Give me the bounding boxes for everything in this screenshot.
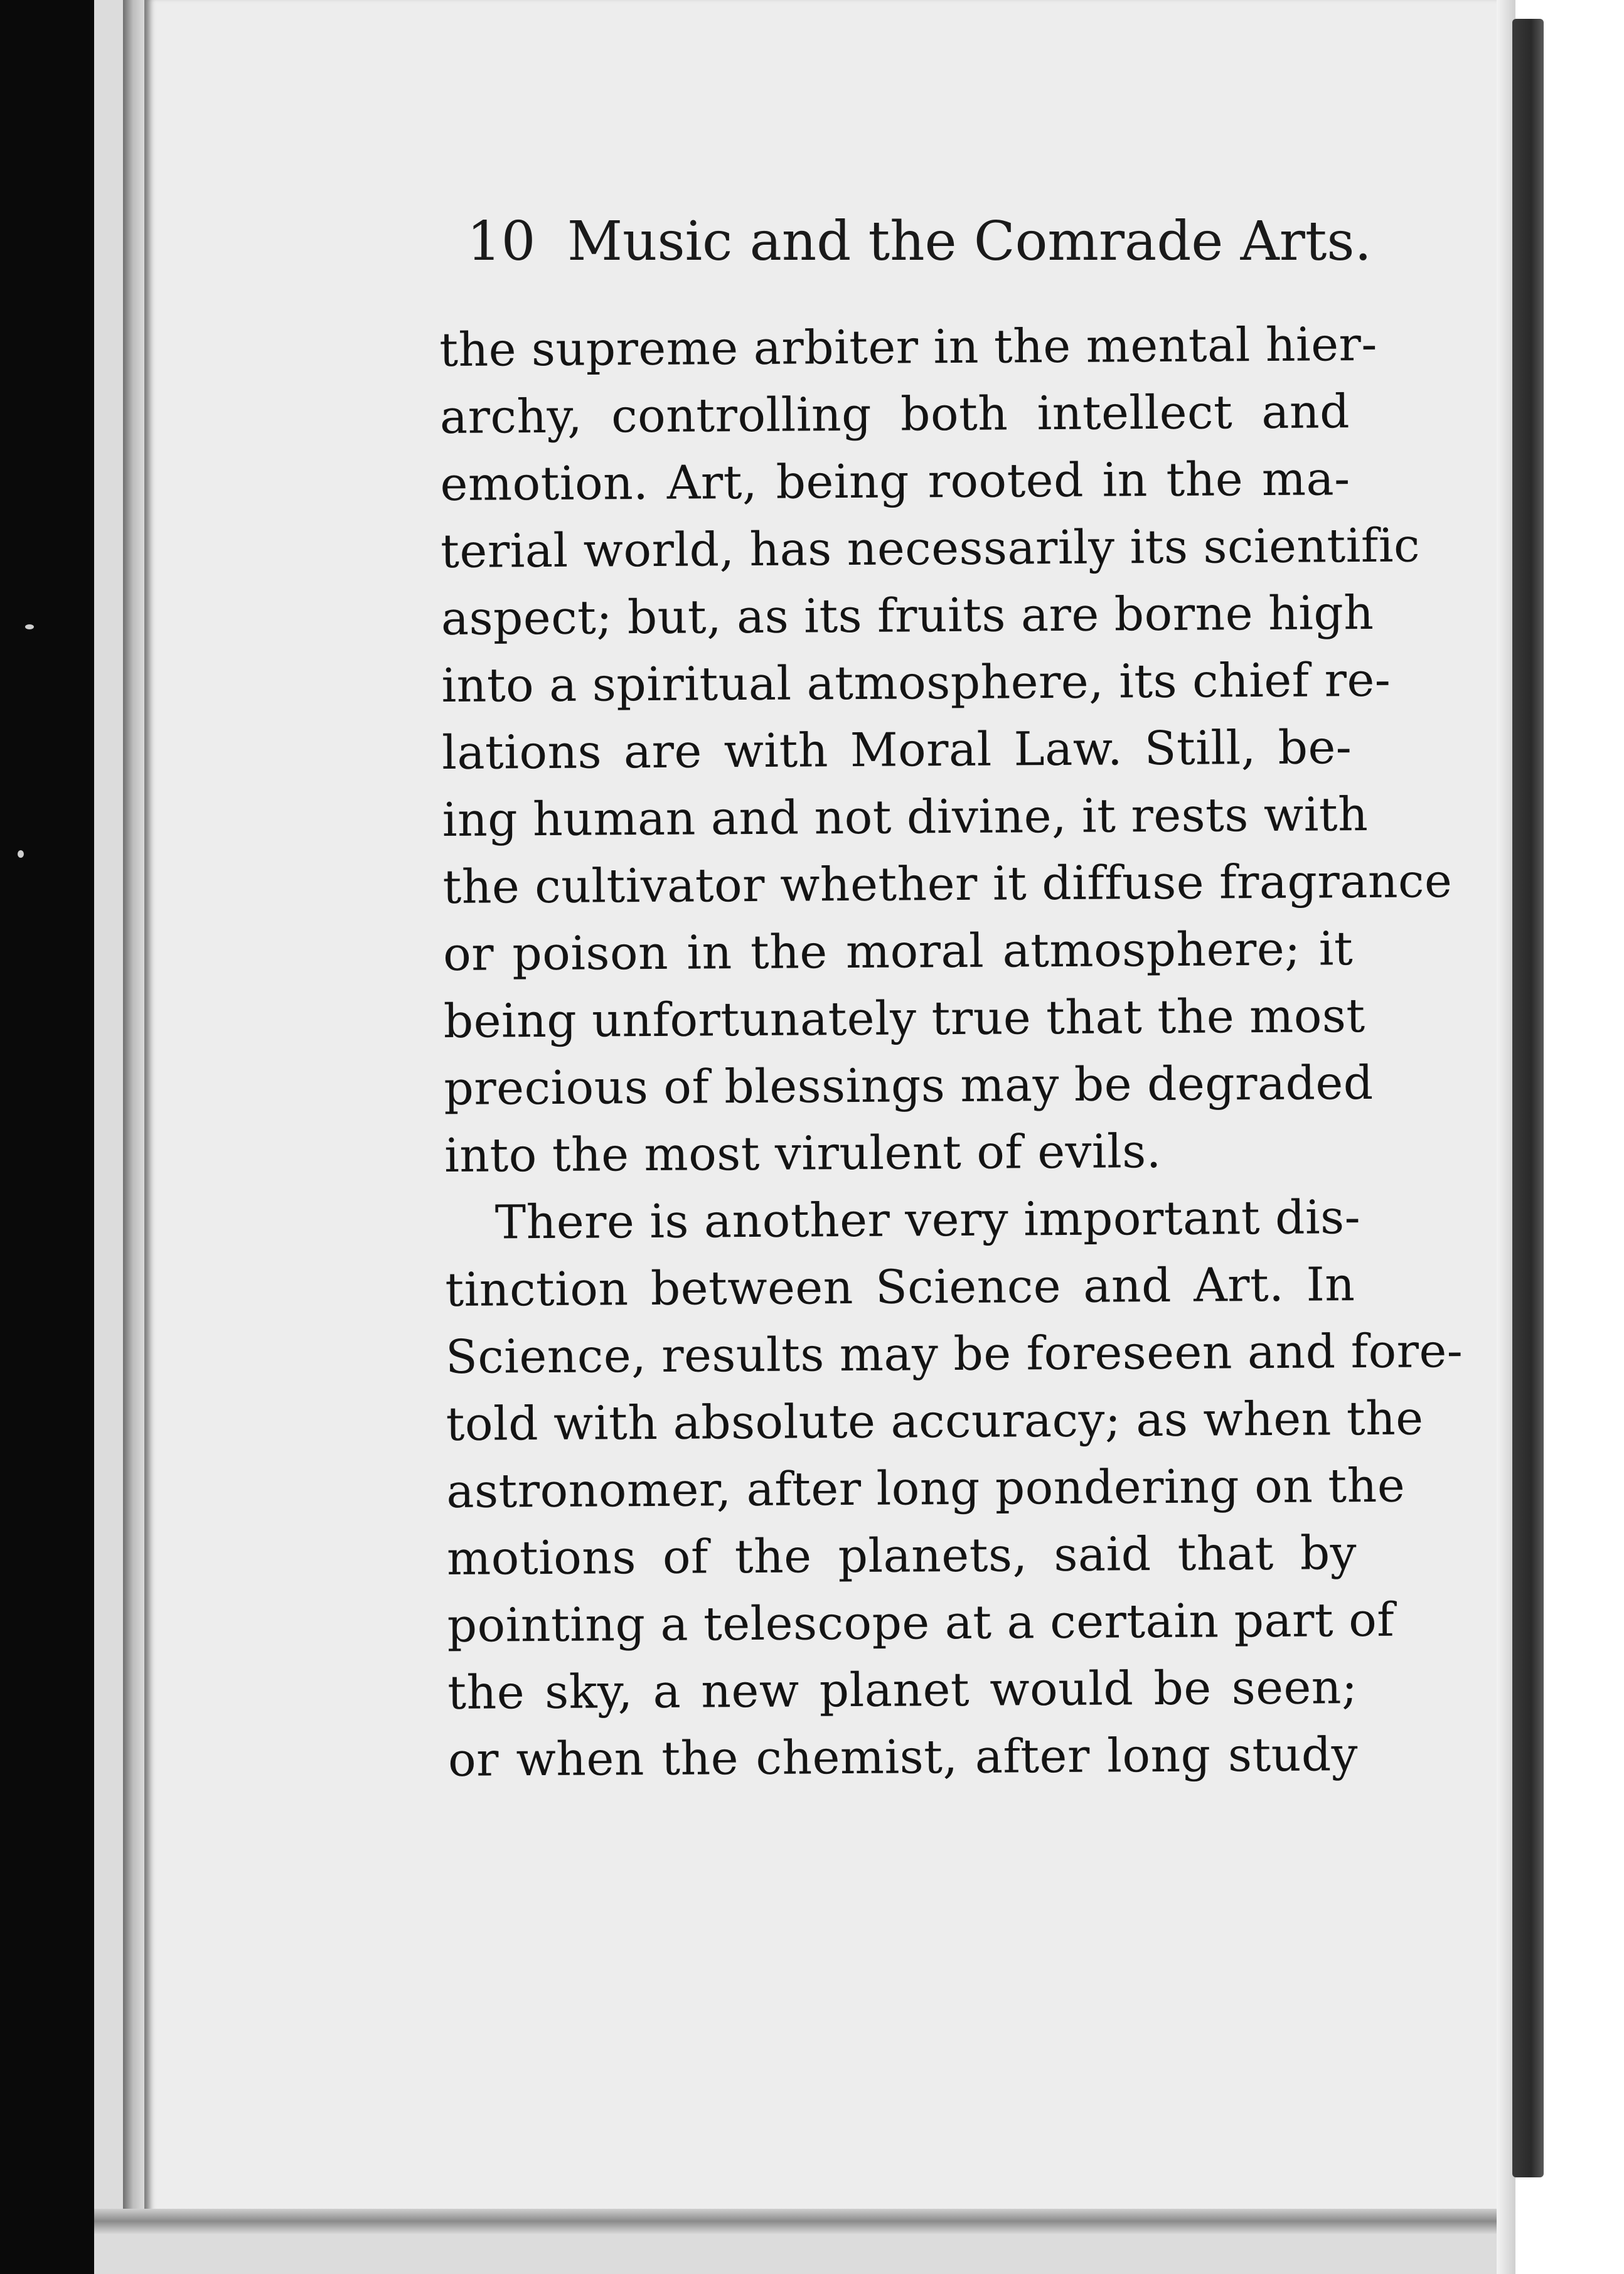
text-line: told with absolute accuracy; as when the [446, 1391, 1424, 1451]
text-line: tinction between Science and Art. In [445, 1257, 1355, 1317]
text-line: the sky, a new planet would be seen; [447, 1660, 1358, 1720]
paragraph-1 [439, 311, 1453, 1190]
text-line: motions of the planets, said that by [446, 1526, 1357, 1586]
paragraph-2 [444, 1184, 1463, 1794]
page-number: 10 [467, 210, 536, 273]
dust-speck [25, 624, 34, 629]
text-line: precious of blessings may be degraded [444, 1055, 1374, 1116]
body-text [439, 311, 1463, 1794]
text-line: or poison in the moral atmosphere; it [442, 922, 1354, 981]
binding-shadow [1512, 19, 1544, 2177]
text-line: lations are with Moral Law. Still, be- [441, 720, 1352, 780]
text-line: or when the chemist, after long study [447, 1727, 1359, 1787]
text-line: the cultivator whether it diffuse fragrance [442, 854, 1453, 914]
text-line: into the most virulent of evils. [444, 1124, 1162, 1183]
page-bottom-edge [94, 2209, 1537, 2234]
running-head [467, 207, 1372, 276]
dust-speck [18, 850, 24, 858]
running-title: Music and the Comrade Arts. [567, 210, 1372, 273]
text-line: being unfortunately true that the most [443, 989, 1365, 1049]
text-line: ing human and not divine, it rests with [442, 787, 1369, 847]
text-line: into a spiritual atmosphere, its chief re- [441, 653, 1391, 713]
text-line: Science, results may be foreseen and fore- [445, 1324, 1463, 1384]
text-line: terial world, has necessarily its scientific [441, 518, 1421, 579]
text-line: astronomer, after long pondering on the [446, 1458, 1406, 1519]
text-line: pointing a telescope at a certain part of [447, 1593, 1395, 1653]
text-line: emotion. Art, being rooted in the ma- [440, 452, 1350, 511]
text-line: archy, controlling both intellect and [439, 385, 1350, 444]
text-line: the supreme arbiter in the mental hier- [439, 317, 1378, 377]
text-line: There is another very important dis- [494, 1190, 1361, 1250]
text-line: aspect; but, as its fruits are borne high [441, 585, 1374, 646]
